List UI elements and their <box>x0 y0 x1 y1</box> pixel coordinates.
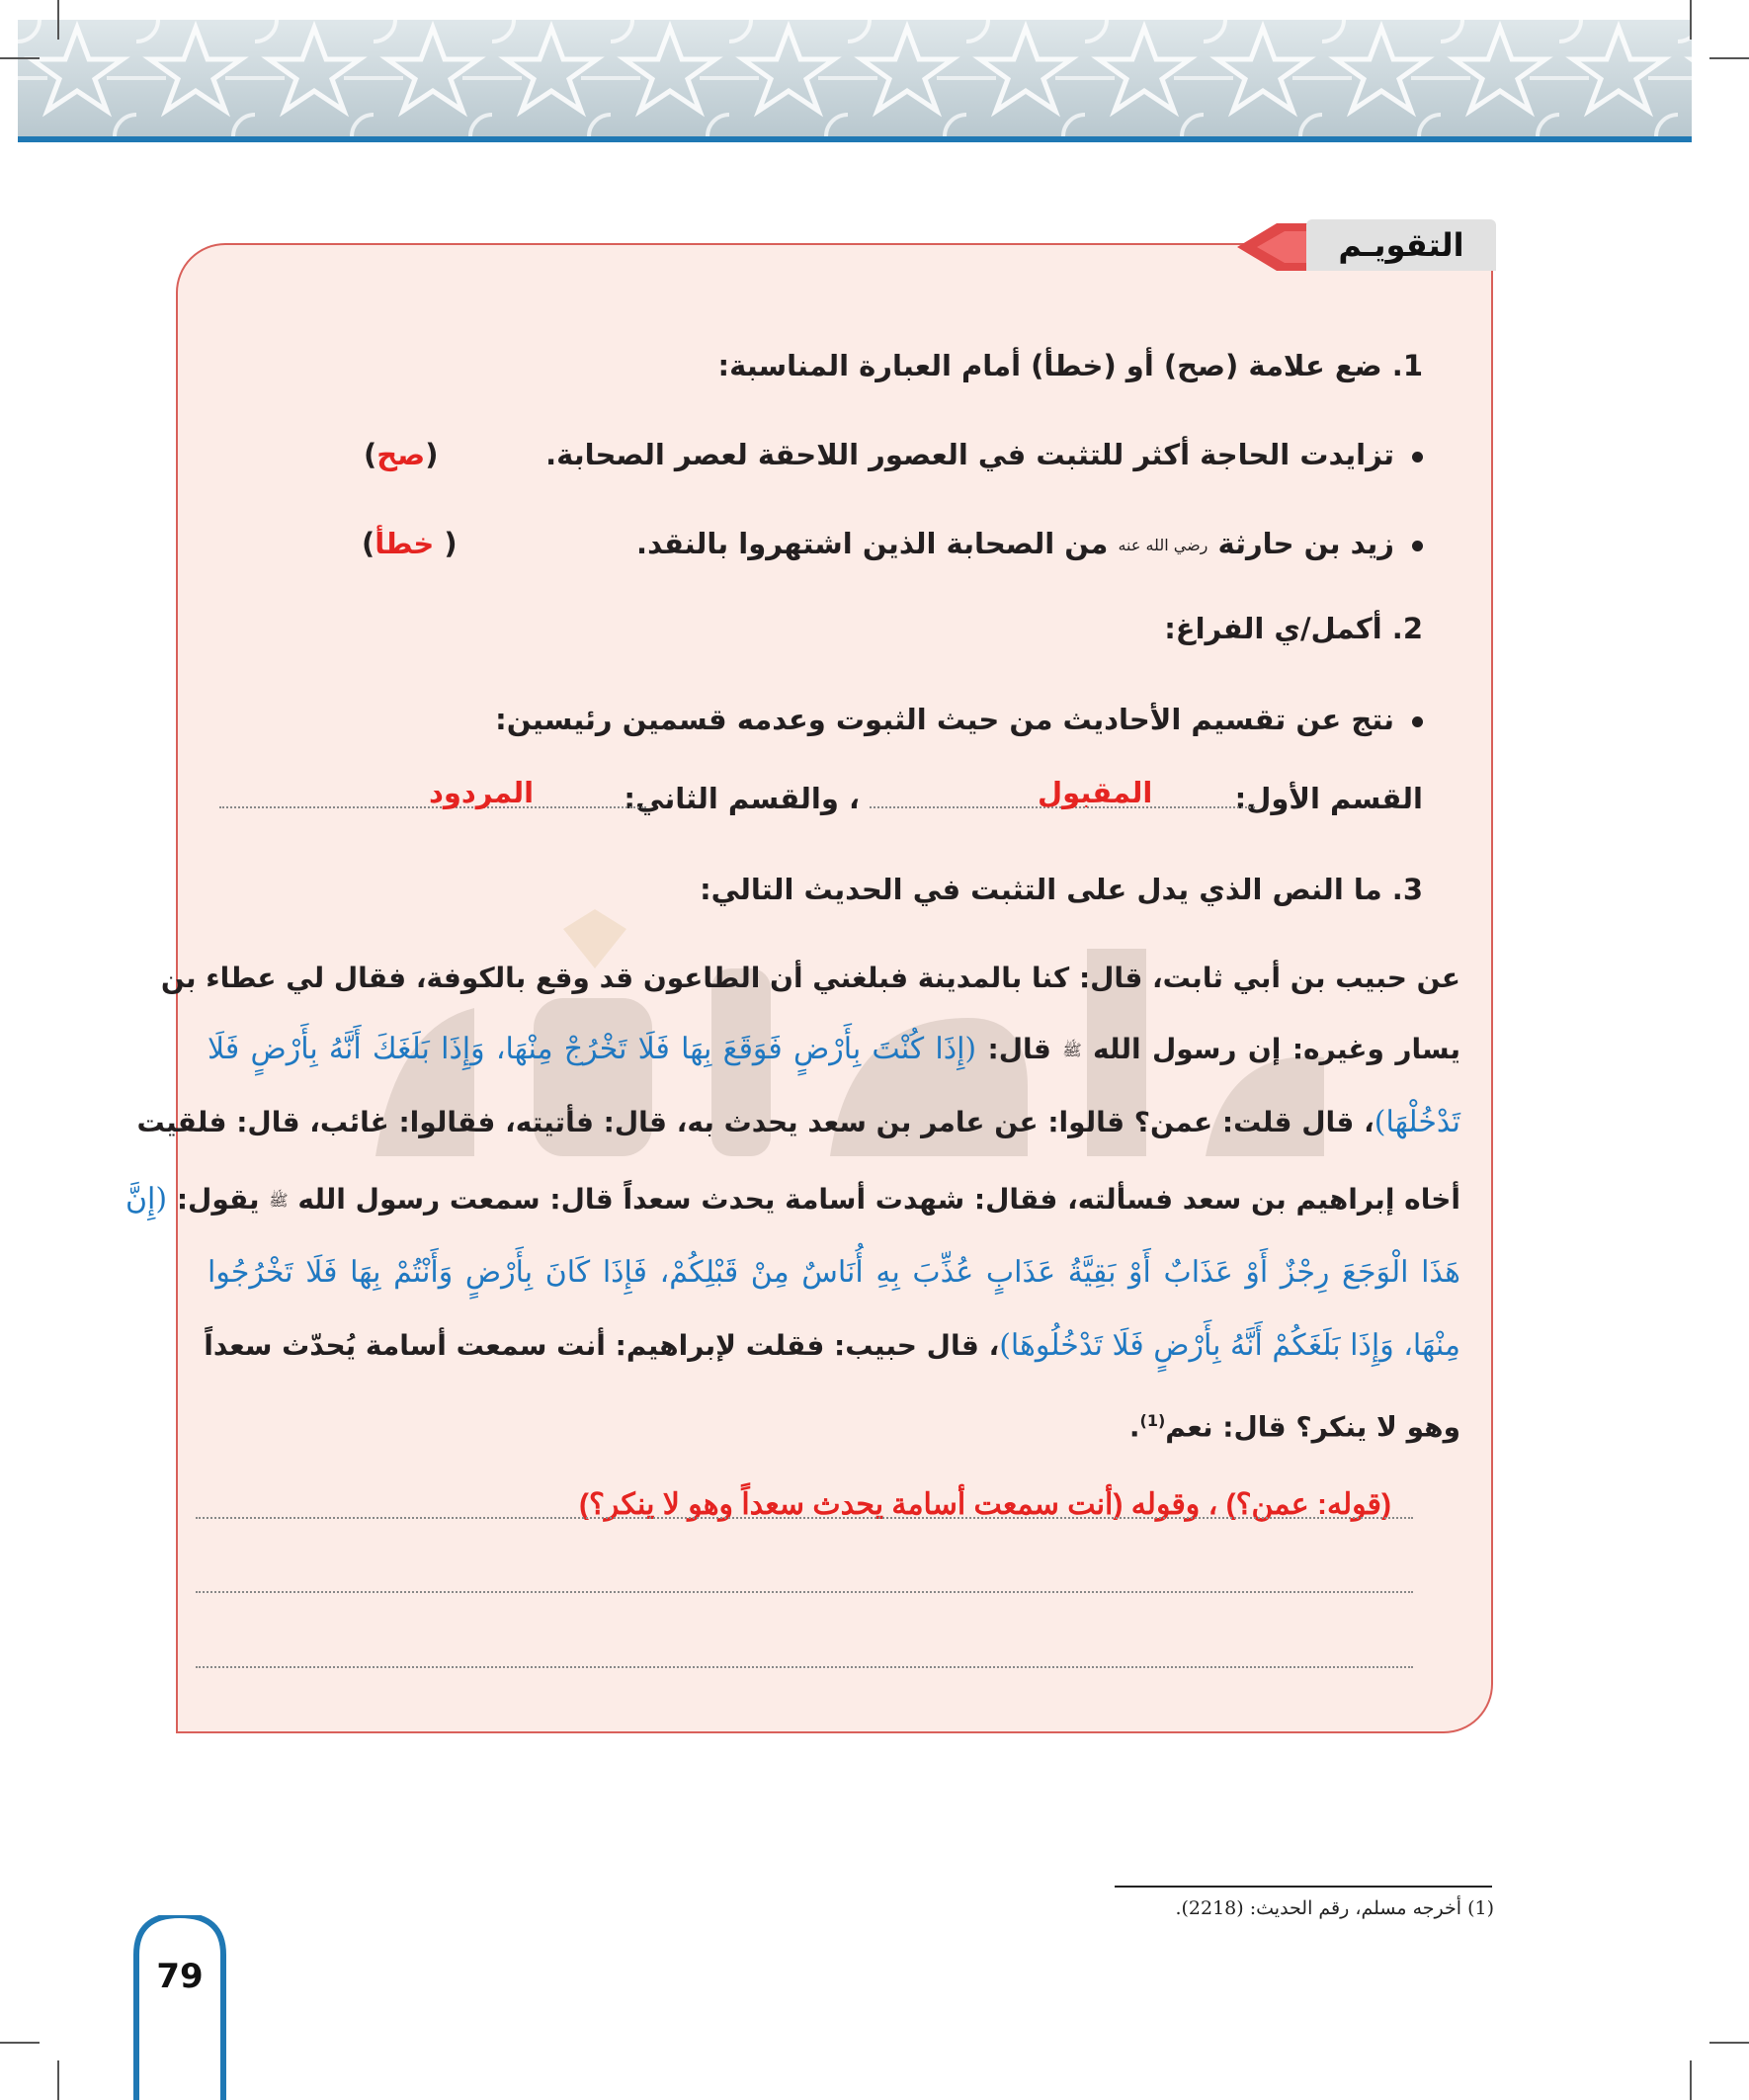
bullet-text: نتج عن تقسيم الأحاديث من حيث الثبوت وعدمه قسمين رئيسين: <box>495 703 1394 736</box>
footnote-rule <box>1115 1886 1492 1888</box>
bullet-icon <box>1412 541 1423 551</box>
page-number: 79 <box>156 1957 204 1996</box>
footnote: (1) أخرجه مسلم، رقم الحديث: (2218). <box>1175 1897 1494 1919</box>
honorific: ﷺ <box>269 1191 289 1210</box>
hadith-quote: (إِذَا كُنْتَ بِأَرْضٍ فَوَقَعَ بِهَا فَلَا تَخْرُجْ مِنْهَا، وَإِذَا بَلَغَكَ أَنَّهُ بِأَرْضٍ فَلَا <box>208 1032 977 1066</box>
crop-mark <box>57 0 59 40</box>
answer-field-1[interactable] <box>364 435 438 474</box>
question-3-prompt: 3. ما النص الذي يدل على التثبت في الحديث التالي: <box>700 873 1423 906</box>
question-2-bullet <box>495 700 1423 739</box>
question-2-prompt: 2. أكمل/ي الفراغ: <box>1164 612 1423 645</box>
bullet-icon <box>1412 716 1423 727</box>
question-1-item-1 <box>545 435 1423 474</box>
answer-line-2[interactable] <box>196 1591 1413 1593</box>
section-tab <box>1237 219 1496 275</box>
second-section-label: ، والقسم الثاني: <box>624 782 860 815</box>
hadith-quote: مِنْهَا، وَإِذَا بَلَغَكُمْ أَنَّهُ بِأَرْضٍ فَلَا تَدْخُلُوهَا) <box>999 1328 1460 1363</box>
hadith-line <box>136 1103 1460 1142</box>
crop-mark <box>0 57 40 59</box>
first-section-label: القسم الأول: <box>1234 782 1423 815</box>
question-1-item-2 <box>636 524 1423 565</box>
paren-open: ( <box>444 527 458 560</box>
hadith-line <box>208 1401 1460 1447</box>
hadith-line <box>208 1253 1460 1293</box>
honorific: رضي الله عنه <box>1118 536 1208 554</box>
hadith-segment: أخاه إبراهيم بن سعد فسألته، فقال: شهدت أسامة يحدث سعداً قال: سمعت رسول الله <box>288 1183 1460 1216</box>
hadith-segment: ، قال حبيب: فقلت لإبراهيم: أنت سمعت أسامة يُحدّث سعداً <box>204 1329 1000 1362</box>
page-number-tab <box>130 1915 229 2100</box>
paren-close: ) <box>364 438 377 471</box>
hadith-line <box>125 1180 1460 1220</box>
hadith-line <box>204 1326 1460 1366</box>
hadith-segment: قال: <box>976 1033 1063 1065</box>
crop-mark <box>1690 0 1692 40</box>
question-3-answer: (قوله: عمن؟) ، وقوله (أنت سمعت أسامة يحدث سعداً وهو لا ينكر؟) <box>578 1488 1391 1521</box>
hadith-line <box>208 1030 1460 1070</box>
hadith-quote: هَذَا الْوَجَعَ رِجْزٌ أَوْ عَذَابٌ أَوْ بَقِيَّةُ عَذَابٍ عُذِّبَ بِهِ أُنَاسٌ مِنْ قَبْلِكُمْ، فَإِذَا كَانَ بِأَرْضٍ وَأَنْتُمْ بِهَا فَلَا تَخْرُجُوا <box>208 1255 1460 1290</box>
hadith-segment: يسار وغيره: إن رسول الله <box>1081 1033 1460 1065</box>
answer-line-1[interactable] <box>196 1517 1413 1519</box>
crop-mark <box>0 2042 40 2044</box>
paren-close: ) <box>362 527 375 560</box>
question-1-prompt: 1. ضع علامة (صح) أو (خطأ) أمام العبارة المناسبة: <box>717 349 1423 382</box>
crop-mark <box>1690 2060 1692 2100</box>
answer-field-2[interactable] <box>362 524 458 563</box>
hadith-segment: ، قال قلت: عمن؟ قالوا: عن عامر بن سعد يحدث به، قال: فأتيته، فقالوا: غائب، قال: فلقيت <box>136 1106 1374 1138</box>
first-section-answer: المقبول <box>1038 776 1153 809</box>
item-text: تزايدت الحاجة أكثر للتثبت في العصور اللاحقة لعصر الصحابة. <box>545 438 1394 471</box>
hadith-quote: (إِنَّ <box>125 1182 168 1217</box>
hadith-line <box>160 959 1460 998</box>
header-rule <box>18 136 1692 142</box>
hadith-segment: وهو لا ينكر؟ قال: نعم <box>1165 1410 1460 1444</box>
footnote-ref: (1) <box>1139 1411 1166 1430</box>
ribbon-icon <box>1237 223 1316 271</box>
crop-mark <box>1709 2042 1749 2044</box>
answer-value: خطأ <box>375 527 445 560</box>
hadith-segment: . <box>1128 1410 1140 1444</box>
crop-mark <box>1709 57 1749 59</box>
hadith-quote: تَدْخُلْهَا) <box>1374 1105 1460 1139</box>
honorific: ﷺ <box>1062 1041 1082 1059</box>
hadith-segment: عن حبيب بن أبي ثابت، قال: كنا بالمدينة فبلغني أن الطاعون قد وقع بالكوفة، فقال لي عطاء بن <box>160 962 1460 994</box>
paren-open: ( <box>425 438 439 471</box>
answer-value: صح <box>376 438 426 471</box>
item-text-after: من الصحابة الذين اشتهروا بالنقد. <box>636 527 1109 560</box>
second-section-answer: المردود <box>429 776 535 809</box>
bullet-icon <box>1412 452 1423 462</box>
crop-mark <box>57 2060 59 2100</box>
section-tab-label: التقويـم <box>1306 219 1496 271</box>
item-text: زيد بن حارثة <box>1217 527 1394 560</box>
answer-line-3[interactable] <box>196 1666 1413 1668</box>
header-pattern <box>18 20 1692 136</box>
hadith-segment: يقول: <box>167 1183 270 1216</box>
